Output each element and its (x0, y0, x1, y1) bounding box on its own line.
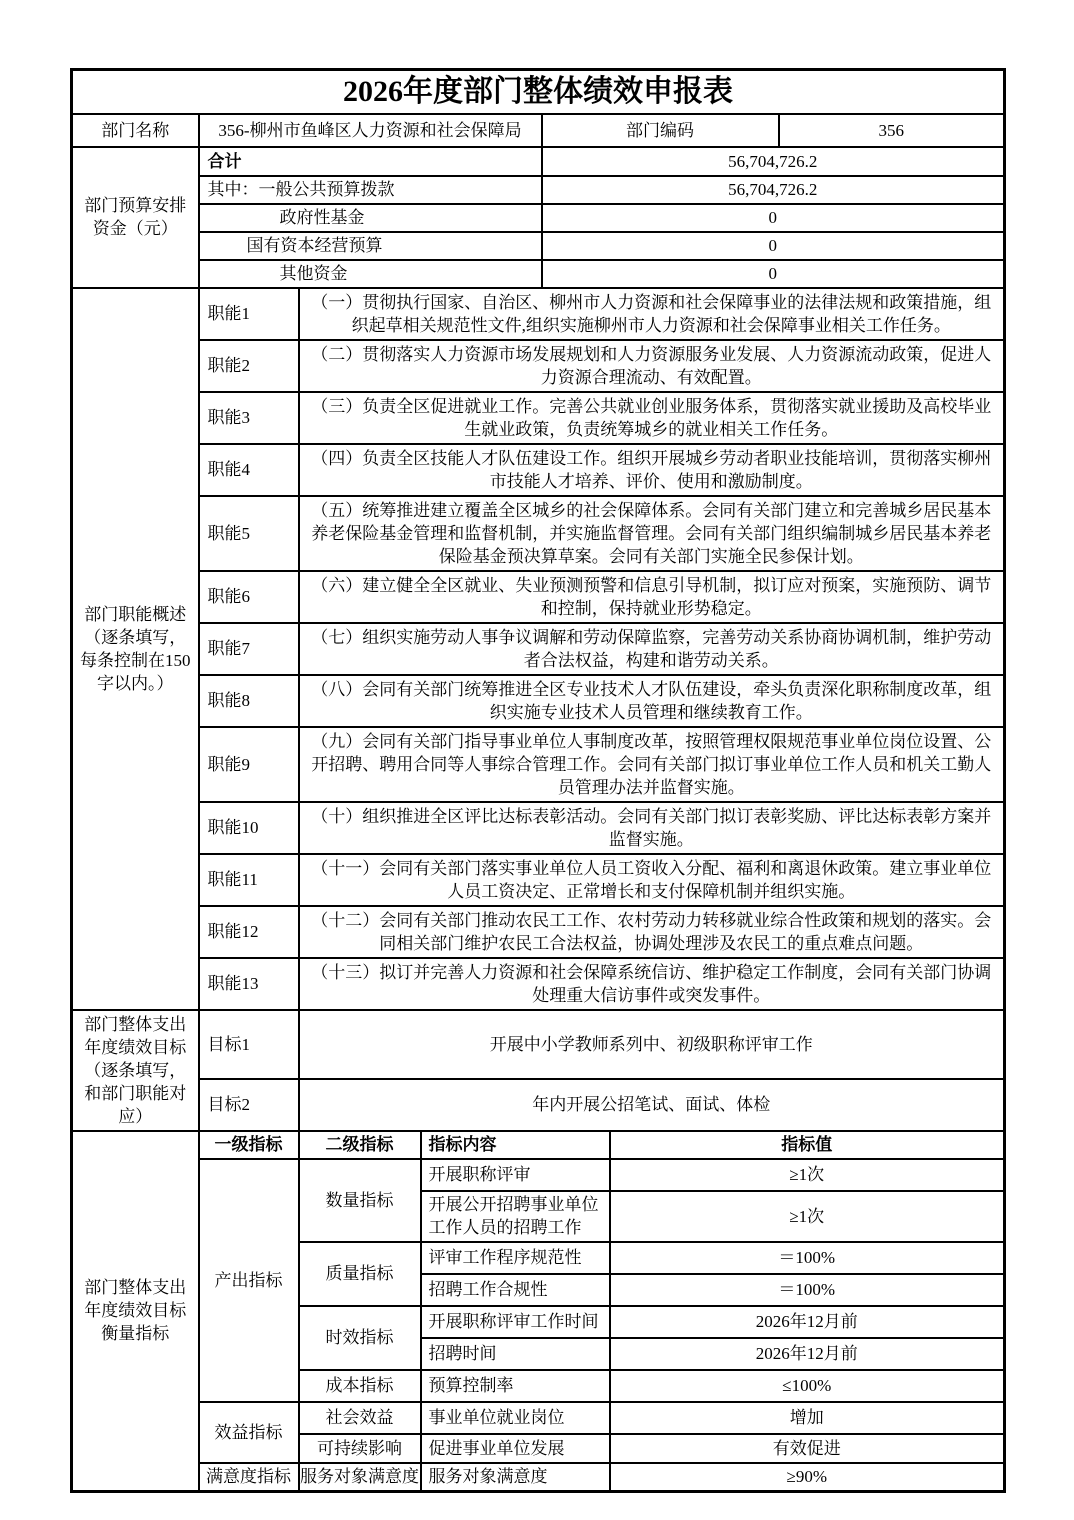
function-label: 职能5 (199, 496, 299, 571)
budget-item-value: 56,704,726.2 (542, 176, 1005, 204)
function-label: 职能10 (199, 802, 299, 854)
indicator-header-level1: 一级指标 (199, 1131, 299, 1159)
budget-item-value: 0 (542, 204, 1005, 232)
budget-item-value: 56,704,726.2 (542, 147, 1005, 176)
indicator-header-level2: 二级指标 (299, 1131, 421, 1159)
budget-section-label: 部门预算安排资金（元） (72, 147, 199, 288)
indicator-level2-cost: 成本指标 (299, 1370, 421, 1402)
indicator-level2-timeliness: 时效指标 (299, 1306, 421, 1370)
function-label: 职能7 (199, 623, 299, 675)
indicator-level2-service: 服务对象满意度 (299, 1463, 421, 1492)
indicator-header-value: 指标值 (610, 1131, 1005, 1159)
function-label: 职能9 (199, 727, 299, 802)
indicator-level2-quantity: 数量指标 (299, 1159, 421, 1242)
functions-section-label: 部门职能概述（逐条填写，每条控制在150字以内。） (72, 288, 199, 1010)
indicator-value: 2026年12月前 (610, 1338, 1005, 1370)
indicator-level1-benefit: 效益指标 (199, 1402, 299, 1463)
performance-declaration-table (70, 68, 1006, 1493)
function-label: 职能2 (199, 340, 299, 392)
indicator-value: ≤100% (610, 1370, 1005, 1402)
indicator-value: ＝100% (610, 1242, 1005, 1274)
function-text: （九）会同有关部门指导事业单位人事制度改革，按照管理权限规范事业单位岗位设置、公开招聘、聘用合同等人事综合管理工作。会同有关部门拟订事业单位工作人员和机关工勤人员管理办法并监督实施。 (299, 727, 1005, 802)
function-text: （十）组织推进全区评比达标表彰活动。会同有关部门拟订表彰奖励、评比达标表彰方案并监督实施。 (299, 802, 1005, 854)
indicator-level1-output: 产出指标 (199, 1159, 299, 1402)
dept-code-value: 356 (779, 114, 1005, 147)
indicator-header-content: 指标内容 (421, 1131, 610, 1159)
indicator-level2-quality: 质量指标 (299, 1242, 421, 1306)
goal-label: 目标2 (199, 1079, 299, 1130)
function-label: 职能1 (199, 288, 299, 340)
indicator-content: 开展职称评审 (421, 1159, 610, 1191)
indicator-value: ≥90% (610, 1463, 1005, 1492)
indicator-content: 招聘时间 (421, 1338, 610, 1370)
goal-label: 目标1 (199, 1010, 299, 1080)
indicator-content: 预算控制率 (421, 1370, 610, 1402)
dept-code-label: 部门编码 (542, 114, 779, 147)
indicator-content: 开展公开招聘事业单位工作人员的招聘工作 (421, 1191, 610, 1242)
budget-item-value: 0 (542, 232, 1005, 260)
indicator-value: 增加 (610, 1402, 1005, 1434)
function-text: （四）负责全区技能人才队伍建设工作。组织开展城乡劳动者职业技能培训，贯彻落实柳州市技能人才培养、评价、使用和激励制度。 (299, 444, 1005, 496)
function-label: 职能8 (199, 675, 299, 727)
goal-text: 年内开展公招笔试、面试、体检 (299, 1079, 1005, 1130)
indicator-level2-sustainable: 可持续影响 (299, 1434, 421, 1463)
function-label: 职能4 (199, 444, 299, 496)
indicator-content: 开展职称评审工作时间 (421, 1306, 610, 1338)
form-title: 2026年度部门整体绩效申报表 (72, 70, 1005, 114)
goal-text: 开展中小学教师系列中、初级职称评审工作 (299, 1010, 1005, 1080)
budget-item-label: 合计 (199, 147, 542, 176)
indicator-content: 招聘工作合规性 (421, 1274, 610, 1306)
indicators-section-label: 部门整体支出年度绩效目标衡量指标 (72, 1131, 199, 1492)
function-label: 职能13 (199, 958, 299, 1010)
function-label: 职能6 (199, 571, 299, 623)
function-label: 职能12 (199, 906, 299, 958)
indicator-content: 促进事业单位发展 (421, 1434, 610, 1463)
function-text: （十一）会同有关部门落实事业单位人员工资收入分配、福利和离退休政策。建立事业单位人员工资决定、正常增长和支付保障机制并组织实施。 (299, 854, 1005, 906)
goals-section-label: 部门整体支出年度绩效目标（逐条填写，和部门职能对应） (72, 1010, 199, 1131)
indicator-level1-satisfaction: 满意度指标 (199, 1463, 299, 1492)
function-text: （二）贯彻落实人力资源市场发展规划和人力资源服务业发展、人力资源流动政策，促进人力资源合理流动、有效配置。 (299, 340, 1005, 392)
indicator-value: ≥1次 (610, 1191, 1005, 1242)
indicator-value: ＝100% (610, 1274, 1005, 1306)
function-label: 职能11 (199, 854, 299, 906)
dept-name-label: 部门名称 (72, 114, 199, 147)
budget-item-value: 0 (542, 260, 1005, 288)
indicator-content: 服务对象满意度 (421, 1463, 610, 1492)
function-text: （七）组织实施劳动人事争议调解和劳动保障监察，完善劳动关系协商协调机制，维护劳动者合法权益，构建和谐劳动关系。 (299, 623, 1005, 675)
function-label: 职能3 (199, 392, 299, 444)
function-text: （六）建立健全全区就业、失业预测预警和信息引导机制，拟订应对预案，实施预防、调节和控制，保持就业形势稳定。 (299, 571, 1005, 623)
budget-item-label: 其中：一般公共预算拨款 (199, 176, 542, 204)
function-text: （三）负责全区促进就业工作。完善公共就业创业服务体系，贯彻落实就业援助及高校毕业生就业政策，负责统筹城乡的就业相关工作任务。 (299, 392, 1005, 444)
budget-item-label: 其他资金 (199, 260, 542, 288)
indicator-content: 事业单位就业岗位 (421, 1402, 610, 1434)
indicator-value: ≥1次 (610, 1159, 1005, 1191)
budget-item-label: 政府性基金 (199, 204, 542, 232)
indicator-level2-social: 社会效益 (299, 1402, 421, 1434)
indicator-value: 2026年12月前 (610, 1306, 1005, 1338)
function-text: （八）会同有关部门统筹推进全区专业技术人才队伍建设，牵头负责深化职称制度改革，组织实施专业技术人员管理和继续教育工作。 (299, 675, 1005, 727)
indicator-value: 有效促进 (610, 1434, 1005, 1463)
function-text: （五）统筹推进建立覆盖全区城乡的社会保障体系。会同有关部门建立和完善城乡居民基本养老保险基金管理和监督机制，并实施监督管理。会同有关部门组织编制城乡居民基本养老保险基金预决算草案。会同有关部门实施全民参保计划。 (299, 496, 1005, 571)
function-text: （十三）拟订并完善人力资源和社会保障系统信访、维护稳定工作制度，会同有关部门协调处理重大信访事件或突发事件。 (299, 958, 1005, 1010)
function-text: （十二）会同有关部门推动农民工工作、农村劳动力转移就业综合性政策和规划的落实。会同相关部门维护农民工合法权益，协调处理涉及农民工的重点难点问题。 (299, 906, 1005, 958)
indicator-content: 评审工作程序规范性 (421, 1242, 610, 1274)
function-text: （一）贯彻执行国家、自治区、柳州市人力资源和社会保障事业的法律法规和政策措施，组织起草相关规范性文件,组织实施柳州市人力资源和社会保障事业相关工作任务。 (299, 288, 1005, 340)
dept-name-value: 356-柳州市鱼峰区人力资源和社会保障局 (199, 114, 542, 147)
budget-item-label: 国有资本经营预算 (199, 232, 542, 260)
